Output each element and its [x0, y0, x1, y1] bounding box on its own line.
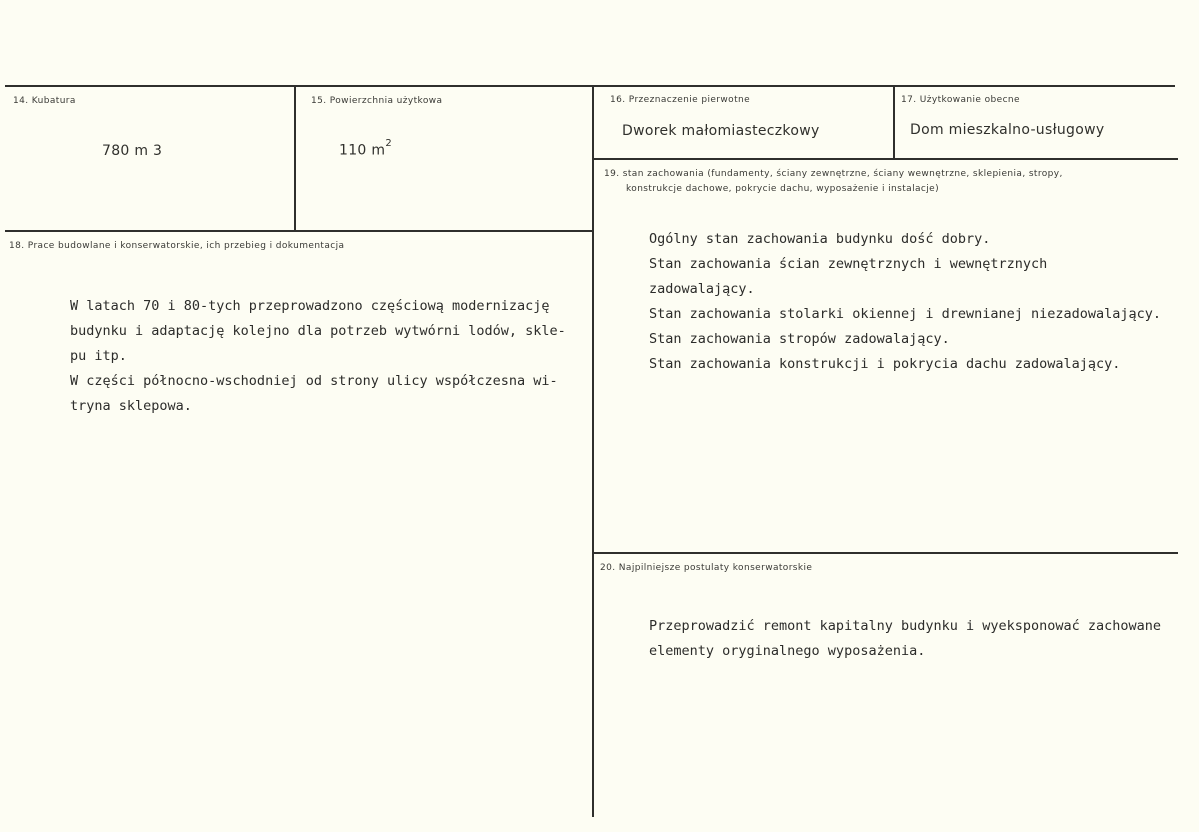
uzytkowanie-label: 17. Użytkowanie obecne [901, 95, 1020, 105]
postulaty-label: 20. Najpilniejsze postulaty konserwatorskie [600, 563, 813, 573]
powierzchnia-value: 110 m [339, 142, 386, 159]
prace-line: pu itp. [70, 348, 127, 364]
przeznaczenie-value: Dworek małomiasteczkowy [622, 123, 820, 139]
powierzchnia-unit-exponent: 2 [385, 138, 392, 149]
center-divider [592, 87, 594, 817]
rule-below-14-15 [5, 230, 592, 232]
postulaty-text [649, 614, 1161, 664]
rule-below-16-17 [594, 158, 1178, 160]
powierzchnia-label: 15. Powierzchnia użytkowa [311, 96, 443, 106]
stan-line: zadowalający. [649, 281, 755, 297]
stan-line: Stan zachowania konstrukcji i pokrycia dachu zadowalający. [649, 356, 1121, 372]
stan-line: Stan zachowania stolarki okiennej i drewnianej niezadowalający. [649, 306, 1162, 322]
prace-line: tryna sklepowa. [70, 398, 192, 414]
postulaty-line: elementy oryginalnego wyposażenia. [649, 643, 926, 659]
prace-text [70, 294, 566, 419]
stan-line: Ogólny stan zachowania budynku dość dobry. [649, 231, 991, 247]
stan-line: Stan zachowania stropów zadowalający. [649, 331, 950, 347]
prace-line: W latach 70 i 80-tych przeprowadzono częściową modernizację [70, 298, 550, 314]
prace-label: 18. Prace budowlane i konserwatorskie, ich przebieg i dokumentacja [9, 241, 345, 251]
przeznaczenie-label: 16. Przeznaczenie pierwotne [610, 95, 751, 105]
prace-line: budynku i adaptację kolejno dla potrzeb wytwórni lodów, skle- [70, 323, 566, 339]
stan-text [649, 227, 1161, 377]
postulaty-line: Przeprowadzić remont kapitalny budynku i wyeksponować zachowane [649, 618, 1162, 634]
uzytkowanie-value: Dom mieszkalno-usługowy [910, 122, 1105, 138]
stan-label-line1: 19. stan zachowania (fundamenty, ściany zewnętrzne, ściany wewnętrzne, sklepienia, stropy, [604, 169, 1063, 179]
stan-label-line2: konstrukcje dachowe, pokrycie dachu, wyposażenie i instalacje) [626, 184, 939, 194]
kubatura-label: 14. Kubatura [13, 96, 76, 106]
prace-line: W części północno-wschodniej od strony ulicy współczesna wi- [70, 373, 558, 389]
kubatura-value: 780 m 3 [102, 143, 163, 159]
powierzchnia-value-row [339, 138, 392, 159]
rule-above-20 [594, 552, 1178, 554]
divider-14-15 [294, 87, 296, 232]
stan-line: Stan zachowania ścian zewnętrznych i wewnętrznych [649, 256, 1048, 272]
divider-16-17 [893, 87, 895, 159]
top-rule [5, 85, 1175, 87]
